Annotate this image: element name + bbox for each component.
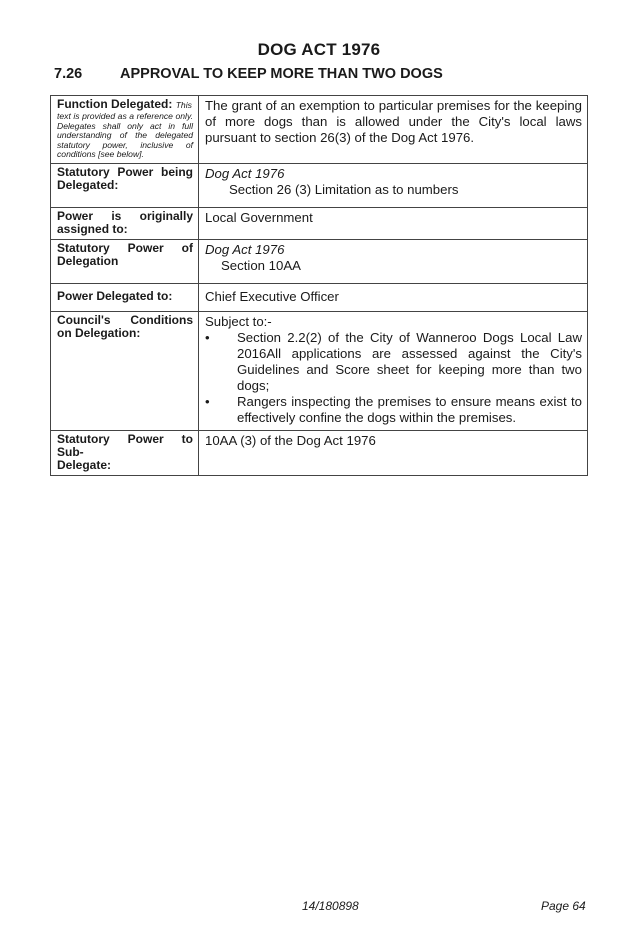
document-reference: 14/180898 bbox=[302, 899, 359, 913]
conditions-label-line2: on Delegation: bbox=[57, 325, 141, 340]
conditions-intro: Subject to:- bbox=[205, 313, 272, 329]
sub-delegate-label-line2: Delegate: bbox=[57, 457, 112, 472]
delegation-table bbox=[50, 95, 588, 476]
bullet-icon: • bbox=[205, 393, 210, 409]
power-assigned-value: Local Government bbox=[199, 207, 588, 239]
power-assigned-label-line2: assigned to: bbox=[57, 221, 128, 236]
power-delegated-to-value: Chief Executive Officer bbox=[199, 283, 588, 311]
power-assigned-label-line1: Power is originally bbox=[57, 208, 193, 223]
statutory-power-delegated-value-cell bbox=[199, 163, 588, 207]
statutory-power-delegated-label-line2: Delegated: bbox=[57, 177, 119, 192]
list-item bbox=[205, 394, 582, 426]
table-row bbox=[51, 207, 588, 239]
delegation-section: Section 10AA bbox=[221, 257, 301, 273]
conditions-list bbox=[205, 330, 582, 426]
table-row bbox=[51, 283, 588, 311]
function-delegated-value: The grant of an exemption to particular premises for the keeping of more dogs than is allowed under the City's local laws pursuant to section 26(3) of the Dog Act 1976. bbox=[199, 96, 588, 164]
power-of-delegation-value-cell bbox=[199, 239, 588, 283]
sub-delegate-label-cell bbox=[51, 430, 199, 475]
conditions-label-line1: Council's Conditions bbox=[57, 312, 193, 327]
statutory-power-delegated-label-line1: Statutory Power being bbox=[57, 164, 193, 179]
statutory-act: Dog Act 1976 bbox=[205, 165, 285, 181]
table-row bbox=[51, 239, 588, 283]
power-of-delegation-label-line2: Delegation bbox=[57, 253, 119, 268]
sub-delegate-value: 10AA (3) of the Dog Act 1976 bbox=[199, 430, 588, 475]
list-item bbox=[205, 330, 582, 394]
condition-text: Section 2.2(2) of the City of Wanneroo Dogs Local Law 2016All applications are assessed against the City's Guidelines and Score sheet for keeping more than two dogs; bbox=[237, 329, 582, 393]
conditions-label-cell bbox=[51, 311, 199, 430]
function-note: text is provided as a reference only. Delegates shall only act in full understanding of the delegated statutory power, inclusive of conditions [see below]. bbox=[57, 111, 193, 160]
statutory-section: Section 26 (3) Limitation as to numbers bbox=[229, 181, 459, 197]
power-of-delegation-label-line1: Statutory Power of bbox=[57, 240, 193, 255]
section-number: 7.26 bbox=[54, 66, 83, 82]
page-number: Page 64 bbox=[541, 899, 586, 913]
condition-text: Rangers inspecting the premises to ensure means exist to effectively confine the dogs within the premises. bbox=[237, 393, 582, 425]
table-row bbox=[51, 311, 588, 430]
section-title: APPROVAL TO KEEP MORE THAN TWO DOGS bbox=[120, 66, 443, 82]
power-of-delegation-label-cell bbox=[51, 239, 199, 283]
table-row bbox=[51, 430, 588, 475]
conditions-value-cell bbox=[199, 311, 588, 430]
sub-delegate-label-line1: Statutory Power to Sub- bbox=[57, 431, 193, 459]
function-delegated-label-cell bbox=[51, 96, 199, 164]
power-assigned-label-cell bbox=[51, 207, 199, 239]
function-note-start: This bbox=[175, 100, 192, 110]
table-row bbox=[51, 96, 588, 164]
delegation-act: Dog Act 1976 bbox=[205, 241, 285, 257]
table-row bbox=[51, 163, 588, 207]
bullet-icon: • bbox=[205, 329, 210, 345]
section-heading bbox=[54, 66, 443, 82]
statutory-power-delegated-label-cell bbox=[51, 163, 199, 207]
function-delegated-label: Function Delegated: bbox=[57, 97, 173, 111]
power-delegated-to-label: Power Delegated to: bbox=[51, 283, 199, 311]
document-title: DOG ACT 1976 bbox=[257, 40, 381, 59]
